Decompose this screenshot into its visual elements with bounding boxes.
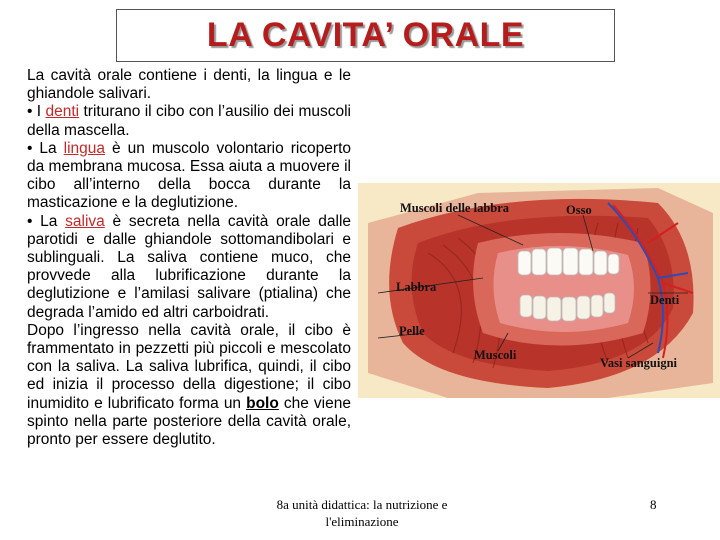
footer-line-2: l'eliminazione <box>325 514 399 529</box>
paragraph-bolo <box>27 322 351 449</box>
bullet-prefix: • I <box>27 103 46 121</box>
term-denti: denti <box>45 103 80 121</box>
label-vasi-sanguigni: Vasi sanguigni <box>600 356 678 370</box>
term-lingua: lingua <box>63 139 106 157</box>
label-muscoli: Muscoli <box>474 348 517 362</box>
paragraph-saliva <box>27 213 351 322</box>
paragraph-text: è secreta nella cavità orale dalle parotidi e dalle ghiandole sottomandibolari e sublinguali. La saliva contiene muco, che provvede alla lubrificazione durante la deglutizione e l’amilasi salivare (ptialina) che degrada l’amido ed altri carboidrati. <box>27 212 352 321</box>
paragraph-denti <box>27 103 351 139</box>
page-number: 8 <box>650 497 657 512</box>
term-bolo: bolo <box>246 394 279 412</box>
body-text <box>27 67 351 449</box>
term-saliva: saliva <box>65 212 105 230</box>
paragraph-text: triturano il cibo con l’ausilio dei muscoli della mascella. <box>27 103 351 139</box>
footer-line-1: 8a unità didattica: la nutrizione e <box>276 497 448 512</box>
mouth-anatomy-figure <box>358 183 720 398</box>
label-pelle: Pelle <box>399 324 425 338</box>
paragraph-text: Dopo l’ingresso nella cavità orale, il cibo è frammentato in pezzetti più piccoli e mescolato con la saliva. La saliva lubrifica, quindi, il cibo ed inizia il processo della digestione; il cibo inumidito e lubrificato forma un <box>27 321 351 412</box>
paragraph-text: è un muscolo volontario ricoperto da membrana mucosa. Essa aiuta a muovere il cibo all’interno della bocca durante la masticazione e la deglutizione. <box>27 139 352 212</box>
label-labbra: Labbra <box>396 280 437 294</box>
label-muscoli-labbra: Muscoli delle labbra <box>400 201 510 215</box>
label-denti: Denti <box>650 293 680 307</box>
paragraph-intro: La cavità orale contiene i denti, la lingua e le ghiandole salivari. <box>27 67 351 103</box>
bullet-prefix: • La <box>27 212 66 230</box>
page-title: LA CAVITA’ ORALE <box>206 16 525 54</box>
label-osso: Osso <box>566 203 592 217</box>
paragraph-lingua <box>27 140 351 213</box>
bullet-prefix: • La <box>27 139 64 157</box>
footer-caption <box>262 496 462 530</box>
title-box <box>116 9 615 62</box>
paragraph-text: che viene spinto nella parte posteriore della cavità orale, pronto per essere deglutito. <box>27 394 351 449</box>
